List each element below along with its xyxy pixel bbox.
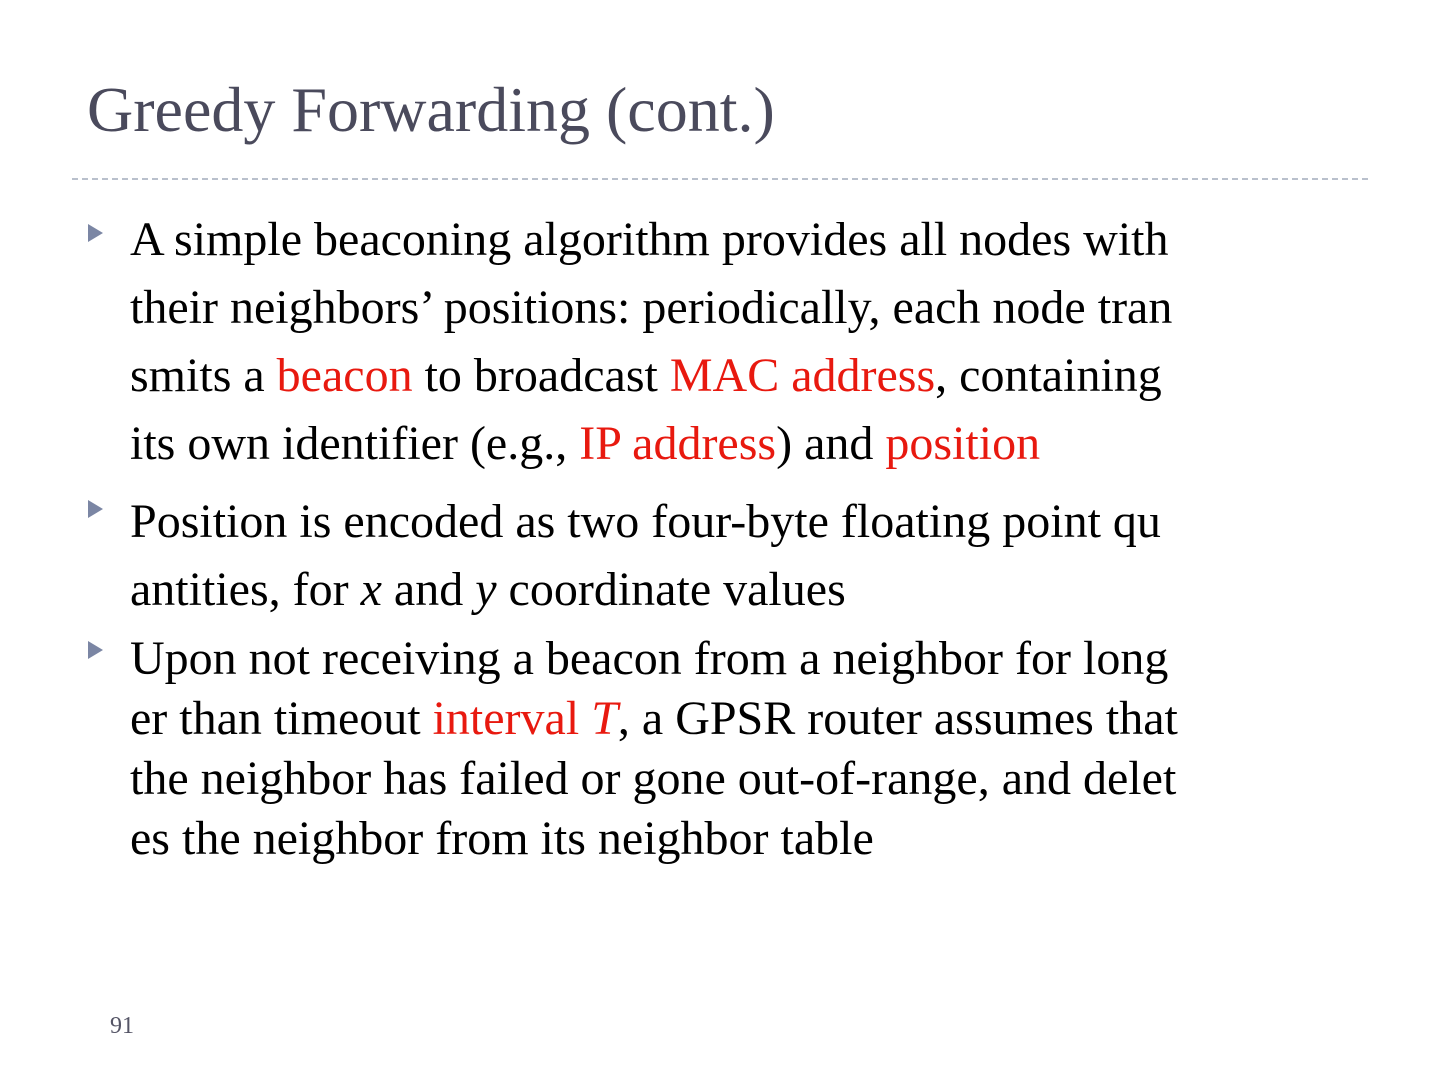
triangle-bullet-icon [88,641,103,659]
bullet-text: A simple beaconing algorithm provides all nodes with [130,213,1169,266]
bullet-item [130,206,1360,478]
bullet-text: the neighbor has failed or gone out-of-range, and delet [130,752,1177,805]
bullet-text: antities, for [130,563,361,616]
bullet-text: Upon not receiving a beacon from a neighbor for long [130,632,1169,685]
bullet-item [130,629,1360,869]
bullet-line [130,689,1360,749]
bullet-text: , containing [935,349,1162,402]
highlighted-term: IP address [579,417,777,470]
highlighted-term: T [591,692,618,745]
highlighted-term: interval [432,692,592,745]
triangle-bullet-icon [88,500,103,518]
bullet-text: to broadcast [412,349,670,402]
bullet-text: er than timeout [130,692,433,745]
slide-title: Greedy Forwarding (cont.) [87,74,775,145]
bullet-text: their neighbors’ positions: periodically, each node tran [130,281,1173,334]
bullet-text: and [381,563,476,616]
bullet-text: smits a [130,349,277,402]
bullet-line [130,342,1360,410]
bullet-line [130,488,1360,556]
title-divider [72,178,1368,180]
bullet-text: ) and [776,417,886,470]
triangle-bullet-icon [88,224,103,242]
bullet-line [130,629,1360,689]
highlighted-term: beacon [276,349,413,402]
italic-term: x [360,563,382,616]
bullet-line [130,749,1360,809]
page-number: 91 [110,1013,134,1039]
bullet-line [130,274,1360,342]
bullet-text: Position is encoded as two four-byte floating point qu [130,495,1161,548]
italic-term: y [475,563,497,616]
bullet-line [130,809,1360,869]
highlighted-term: position [885,417,1041,470]
bullet-item [130,488,1360,624]
highlighted-term: MAC address [669,349,936,402]
bullet-line [130,556,1360,624]
bullet-text: es the neighbor from its neighbor table [130,812,874,865]
bullet-text: coordinate values [496,563,846,616]
bullet-line [130,410,1360,478]
bullet-text: , a GPSR router assumes that [617,692,1178,745]
bullet-text: its own identifier (e.g., [130,417,580,470]
bullet-line [130,206,1360,274]
